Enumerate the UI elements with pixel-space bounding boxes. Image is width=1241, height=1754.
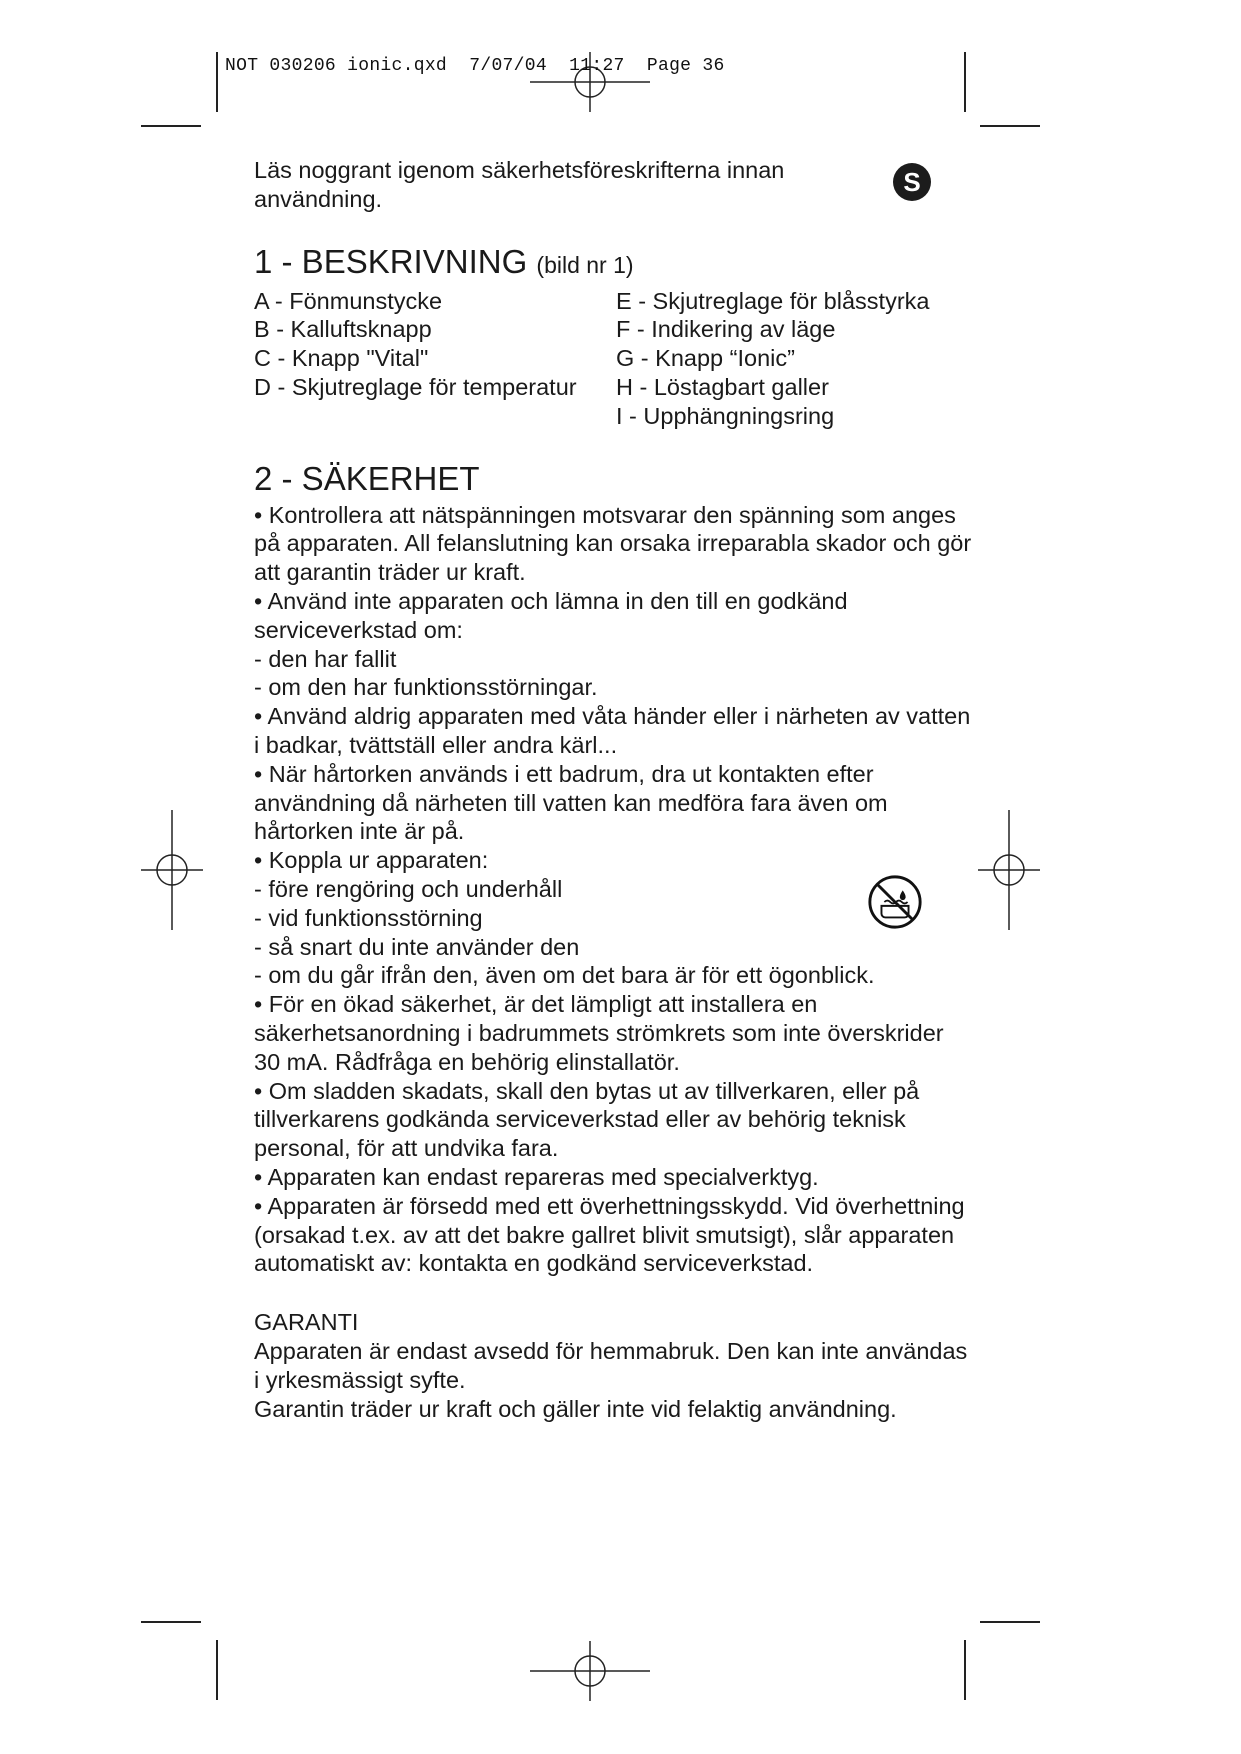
safety-line: - så snart du inte använder den [254,933,580,960]
part-item: F - Indikering av läge [616,316,836,343]
safety-line: - om den har funktionsstörningar. [254,674,598,701]
crop-mark [964,1640,966,1700]
parts-list [254,287,974,433]
registration-mark-icon [978,810,1040,930]
part-item: E - Skjutreglage för blåsstyrka [616,287,930,314]
crop-mark [141,1621,201,1623]
safety-line: - vid funktionsstörning [254,904,483,931]
part-item: B - Kalluftsknapp [254,316,432,343]
safety-heading: 2 - SÄKERHET [254,459,480,497]
language-badge: S [893,163,931,201]
safety-list [254,501,974,1279]
safety-line: • Använd aldrig apparaten med våta händer eller i närheten av vatten i badkar, tvättställ eller andra kärl... [254,703,971,758]
warranty-heading: GARANTI [254,1309,359,1336]
description-heading [254,242,974,285]
safety-line: • Apparaten är försedd med ett överhettningsskydd. Vid överhettning (orsakad t.ex. av att det bakre gallret blivit smutsigt), slår apparaten automatiskt av: kontakta en godkänd serviceverkstad. [254,1192,965,1277]
part-item: C - Knapp "Vital" [254,345,429,372]
registration-mark-icon [141,810,203,930]
safety-line: • Kontrollera att nätspänningen motsvarar den spänning som anges på apparaten. All felanslutning kan orsaka irreparabla skador och gör att garantin träder ur kraft. [254,501,972,586]
intro-text: Läs noggrant igenom säkerhetsföreskrifterna innan användning. [254,157,785,212]
crop-mark [980,1621,1040,1623]
manual-content [254,156,974,1423]
parts-column-right [616,287,1016,431]
safety-line: - före rengöring och underhåll [254,875,563,902]
crop-mark [216,1640,218,1700]
safety-line: - om du går ifrån den, även om det bara är för ett ögonblick. [254,962,875,989]
safety-line: • Om sladden skadats, skall den bytas ut av tillverkaren, eller på tillverkarens godkända serviceverkstad eller av behörig teknisk personal, för att undvika fara. [254,1077,920,1162]
part-item: H - Löstagbart galler [616,373,829,400]
safety-line: - den har fallit [254,645,397,672]
part-item: I - Upphängningsring [616,402,835,429]
safety-line: • För en ökad säkerhet, är det lämpligt att installera en säkerhetsanordning i badrummets strömkrets som inte överskrider 30 mA. Rådfråga en behörig elinstallatör. [254,991,944,1075]
parts-column-left [254,287,594,402]
crop-mark [980,125,1040,127]
crop-mark [141,125,201,127]
warranty-line: Apparaten är endast avsedd för hemmabruk. Den kan inte användas i yrkesmässigt syfte. [254,1337,968,1393]
safety-line: • Apparaten kan endast repareras med specialverktyg. [254,1163,819,1190]
registration-mark-icon [530,1641,650,1701]
crop-mark [964,52,966,112]
part-item: D - Skjutreglage för temperatur [254,373,577,400]
crop-mark [216,52,218,112]
safety-line: • Använd inte apparaten och lämna in den till en godkänd serviceverkstad om: [254,587,848,643]
file-slug: NOT 030206 ionic.qxd 7/07/04 11:27 Page 36 [225,56,725,76]
description-title: 1 - BESKRIVNING [254,242,528,280]
part-item: G - Knapp “Ionic” [616,345,795,372]
part-item: A - Fönmunstycke [254,287,443,314]
warranty-line: Garantin träder ur kraft och gäller inte vid felaktig användning. [254,1395,897,1422]
safety-line: • När hårtorken används i ett badrum, dra ut kontakten efter användning då närheten till vatten kan medföra fara även om hårtorken inte är på. [254,760,888,845]
description-subheading: (bild nr 1) [536,251,634,278]
safety-line: • Koppla ur apparaten: [254,847,489,874]
